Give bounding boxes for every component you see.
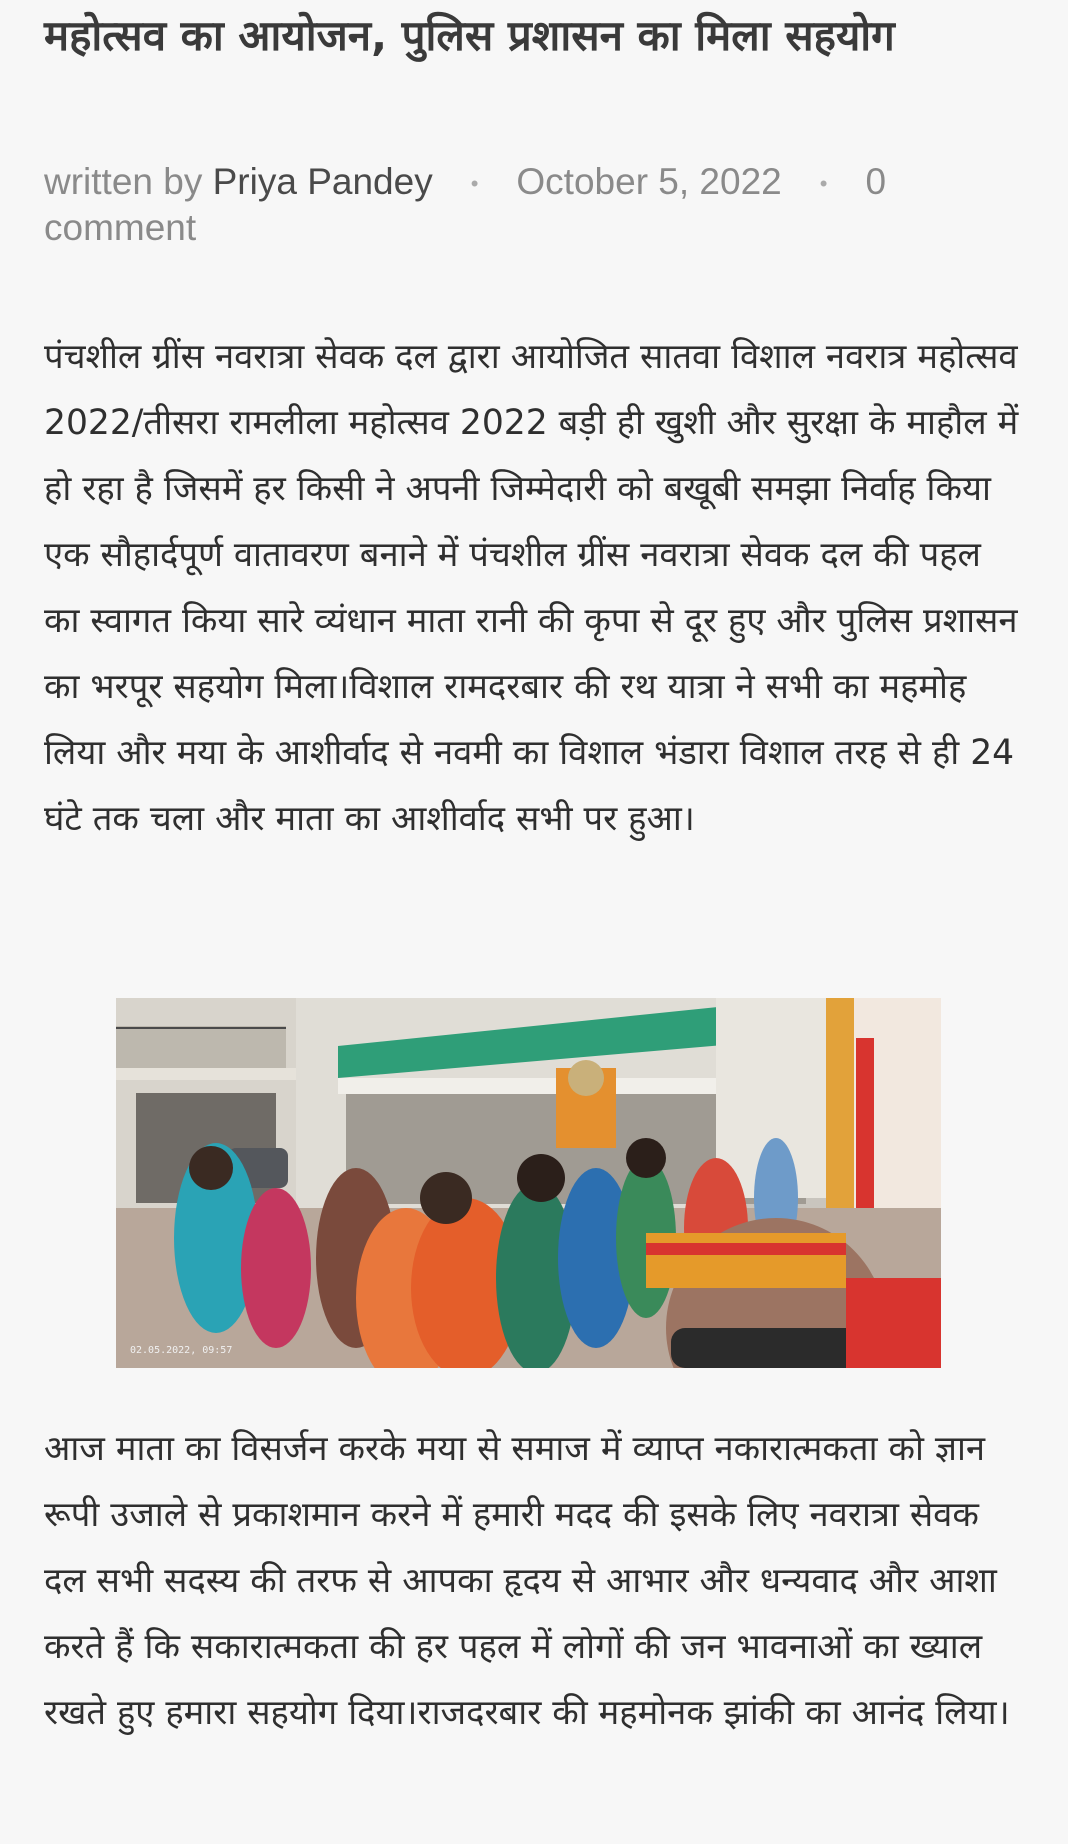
article-photo	[116, 998, 941, 1368]
article-title: महोत्सव का आयोजन, पुलिस प्रशासन का मिला सहयोग	[44, 11, 895, 60]
comments-link[interactable]: 0 comment	[44, 161, 887, 249]
meta-separator: •	[470, 171, 479, 197]
article-meta	[44, 160, 1004, 250]
author-link[interactable]: Priya Pandey	[212, 161, 433, 202]
article-paragraph: आज माता का विसर्जन करके मया से समाज में व्याप्त नकारात्मकता को ज्ञान रूपी उजाले से प्रकाशमान करने में हमारी मदद की इसके लिए नवरात्रा सेवक दल सभी सदस्य की तरफ से आपका हृदय से आभार और धन्यवाद और आशा करते हैं कि सकारात्मकता की हर पहल में लोगों की जन भावनाओं का ख्याल रखते हुए हमारा सहयोग दिया।राजदरबार की महमोनक झांकी का आनंद लिया।	[44, 1429, 1010, 1733]
meta-separator: •	[819, 171, 828, 197]
photo-timestamp: 02.05.2022, 09:57	[130, 1345, 233, 1356]
festival-crowd-image	[116, 998, 941, 1368]
date-link[interactable]: October 5, 2022	[516, 161, 782, 202]
article-paragraph: पंचशील ग्रींस नवरात्रा सेवक दल द्वारा आयोजित सातवा विशाल नवरात्र महोत्सव 2022/तीसरा रामलीला महोत्सव 2022 बड़ी ही खुशी और सुरक्षा के माहौल में हो रहा है जिसमें हर किसी ने अपनी जिम्मेदारी को बखूबी समझा निर्वाह किया एक सौहार्दपूर्ण वातावरण बनाने में पंचशील ग्रींस नवरात्रा सेवक दल की पहल का स्वागत किया सारे व्यंधान माता रानी की कृपा से दूर हुए और पुलिस प्रशासन का भरपूर सहयोग मिला।विशाल रामदरबार की रथ यात्रा ने सभी का महमोह लिया और मया के आशीर्वाद से नवमी का विशाल भंडारा विशाल तरह से ही 24 घंटे तक चला और माता का आशीर्वाद सभी पर हुआ।	[44, 337, 1019, 839]
written-by-label: written by	[44, 161, 203, 202]
